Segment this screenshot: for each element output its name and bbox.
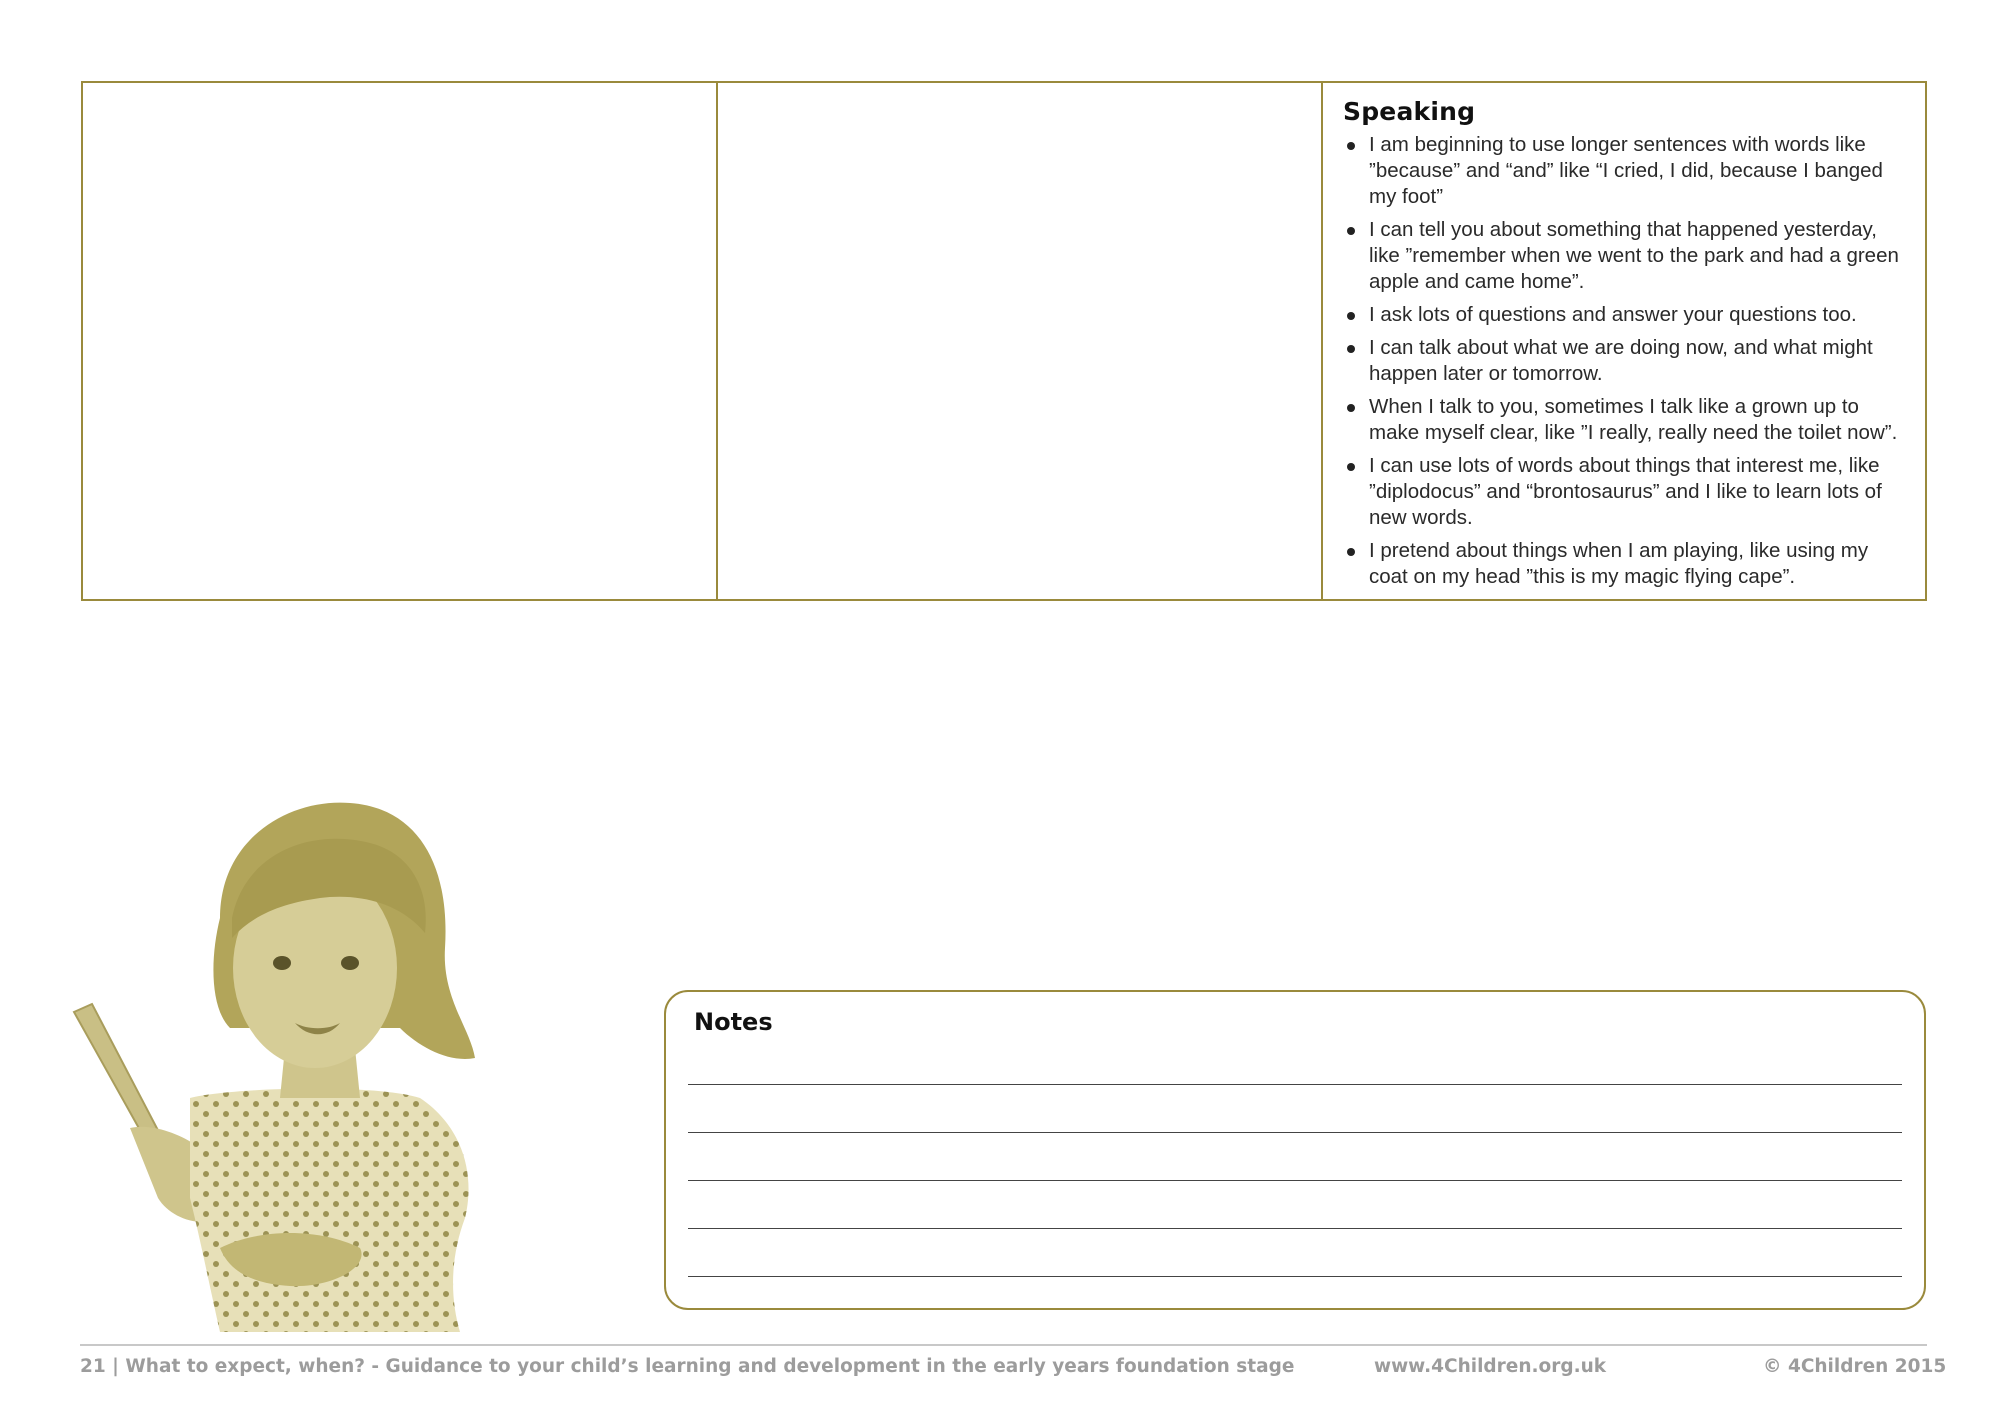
list-item: When I talk to you, sometimes I talk like a grown up to make myself clear, like ”I really, really need the toilet now”.: [1343, 394, 1901, 446]
list-item: I am beginning to use longer sentences with words like ”because” and “and” like “I cried, I did, because I banged my foot”: [1343, 132, 1901, 210]
footer-copyright: © 4Children 2015: [1763, 1356, 1947, 1377]
note-line-2[interactable]: [688, 1132, 1902, 1133]
footer-page-title: 21 | What to expect, when? - Guidance to your child’s learning and development in the early years foundation stage: [80, 1356, 1295, 1377]
speaking-list: [1343, 132, 1901, 590]
notes-title: Notes: [694, 1008, 773, 1036]
table-cell-speaking: [1323, 83, 1925, 599]
note-line-4[interactable]: [688, 1228, 1902, 1229]
table-cell-empty-2: [718, 83, 1323, 599]
speaking-heading: Speaking: [1343, 97, 1476, 126]
list-item: I can tell you about something that happened yesterday, like ”remember when we went to the park and had a green apple and came home”.: [1343, 217, 1901, 295]
note-line-1[interactable]: [688, 1084, 1902, 1085]
note-line-5[interactable]: [688, 1276, 1902, 1277]
child-photo: [70, 798, 550, 1332]
footer-divider: [80, 1344, 1927, 1346]
footer-website-link[interactable]: www.4Children.org.uk: [1374, 1356, 1607, 1377]
development-table: [81, 81, 1927, 601]
table-cell-empty-1: [83, 83, 718, 599]
list-item: I pretend about things when I am playing, like using my coat on my head ”this is my magic flying cape”.: [1343, 538, 1901, 590]
list-item: I ask lots of questions and answer your questions too.: [1343, 302, 1901, 328]
list-item: I can use lots of words about things that interest me, like ”diplodocus” and “brontosaurus” and I like to learn lots of new words.: [1343, 453, 1901, 531]
note-line-3[interactable]: [688, 1180, 1902, 1181]
notes-box: [664, 990, 1926, 1310]
list-item: I can talk about what we are doing now, and what might happen later or tomorrow.: [1343, 335, 1901, 387]
